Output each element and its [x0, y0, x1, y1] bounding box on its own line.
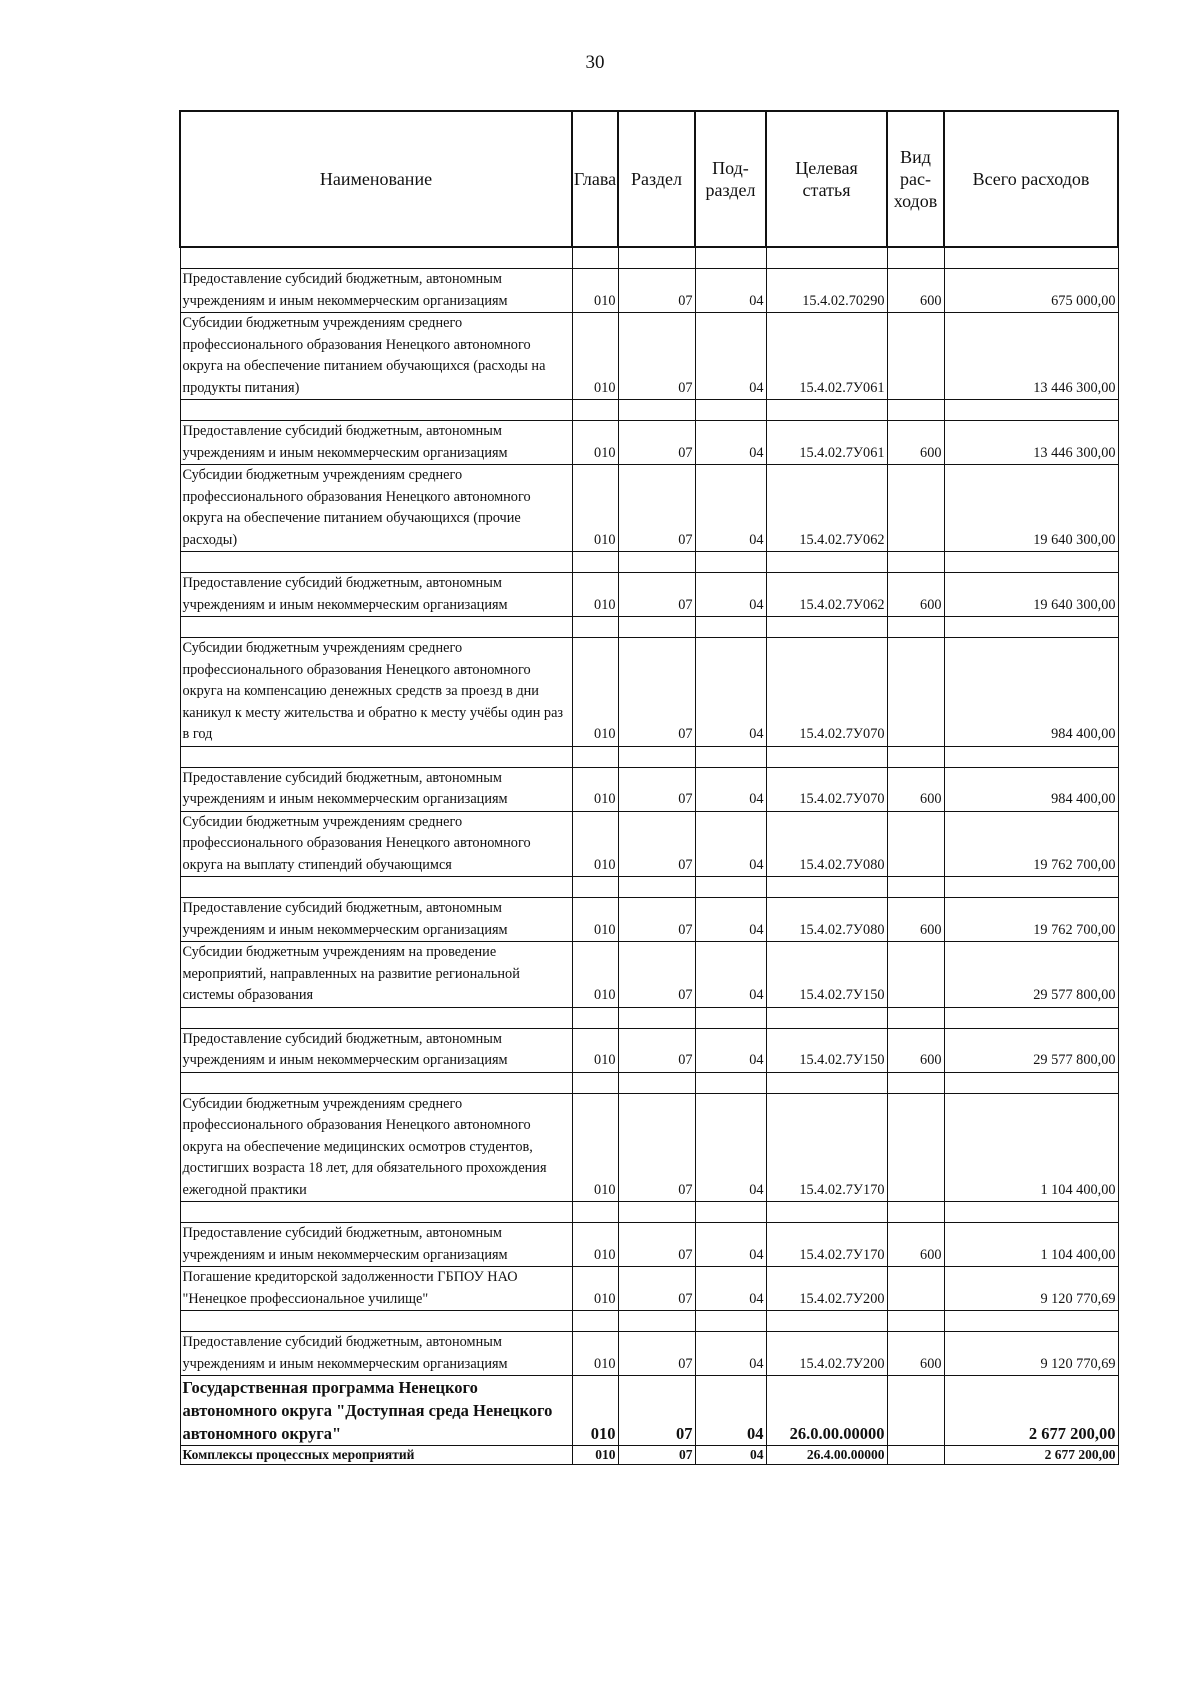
- spacer-cell: [887, 1072, 944, 1093]
- row-section: 07: [618, 421, 695, 465]
- spacer-row: [180, 1202, 1118, 1223]
- row-kind: 600: [887, 1028, 944, 1072]
- spacer-cell: [180, 746, 572, 767]
- row-kind: [887, 313, 944, 400]
- spacer-cell: [695, 552, 766, 573]
- row-target: 15.4.02.7У170: [766, 1223, 887, 1267]
- row-name: Предоставление субсидий бюджетным, автономным учреждениям и иным некоммерческим организациям: [180, 1223, 572, 1267]
- row-target: 15.4.02.7У170: [766, 1093, 887, 1202]
- row-kind: 600: [887, 898, 944, 942]
- spacer-row: [180, 746, 1118, 767]
- spacer-cell: [887, 746, 944, 767]
- row-target: 15.4.02.7У150: [766, 942, 887, 1008]
- table-row: [180, 942, 1118, 1008]
- row-subsection: 04: [695, 1093, 766, 1202]
- row-target: 15.4.02.7У062: [766, 573, 887, 617]
- row-subsection: 04: [695, 811, 766, 877]
- spacer-cell: [766, 1202, 887, 1223]
- spacer-cell: [887, 1311, 944, 1332]
- row-section: 07: [618, 767, 695, 811]
- row-chapter: 010: [572, 638, 618, 747]
- row-subsection: 04: [695, 898, 766, 942]
- spacer-cell: [618, 1072, 695, 1093]
- row-target: 15.4.02.7У070: [766, 638, 887, 747]
- row-target: 15.4.02.70290: [766, 269, 887, 313]
- row-name: Комплексы процессных мероприятий: [180, 1446, 572, 1465]
- row-kind: [887, 1376, 944, 1446]
- spacer-cell: [180, 552, 572, 573]
- spacer-cell: [180, 247, 572, 269]
- spacer-cell: [180, 617, 572, 638]
- row-subsection: 04: [695, 767, 766, 811]
- spacer-cell: [618, 1007, 695, 1028]
- row-name: Предоставление субсидий бюджетным, автономным учреждениям и иным некоммерческим организациям: [180, 1332, 572, 1376]
- row-name: Субсидии бюджетным учреждениям среднего профессионального образования Ненецкого автономного округа на компенсацию денежных средств за проезд в дни каникул к месту жительства и обратно к месту учёбы один раз в год: [180, 638, 572, 747]
- row-chapter: 010: [572, 269, 618, 313]
- row-target: 15.4.02.7У070: [766, 767, 887, 811]
- table-row: [180, 1332, 1118, 1376]
- row-total: 9 120 770,69: [944, 1332, 1118, 1376]
- row-subsection: 04: [695, 1376, 766, 1446]
- row-section: 07: [618, 313, 695, 400]
- spacer-cell: [180, 1311, 572, 1332]
- row-target: 26.4.00.00000: [766, 1446, 887, 1465]
- spacer-cell: [887, 617, 944, 638]
- row-chapter: 010: [572, 1267, 618, 1311]
- row-target: 15.4.02.7У061: [766, 313, 887, 400]
- row-subsection: 04: [695, 269, 766, 313]
- spacer-cell: [944, 1072, 1118, 1093]
- table-row: [180, 1446, 1118, 1465]
- row-section: 07: [618, 1332, 695, 1376]
- row-section: 07: [618, 1223, 695, 1267]
- row-total: 29 577 800,00: [944, 942, 1118, 1008]
- spacer-cell: [695, 617, 766, 638]
- spacer-cell: [944, 746, 1118, 767]
- spacer-cell: [766, 400, 887, 421]
- spacer-cell: [887, 1202, 944, 1223]
- row-subsection: 04: [695, 1028, 766, 1072]
- row-section: 07: [618, 898, 695, 942]
- row-section: 07: [618, 811, 695, 877]
- spacer-cell: [766, 552, 887, 573]
- row-section: 07: [618, 573, 695, 617]
- row-chapter: 010: [572, 1223, 618, 1267]
- row-name: Субсидии бюджетным учреждениям среднего профессионального образования Ненецкого автономного округа на обеспечение медицинских осмотров студентов, достигших возраста 18 лет, для обязательного прохождения ежегодной практики: [180, 1093, 572, 1202]
- header-kind: Вид рас- ходов: [887, 111, 944, 247]
- row-kind: 600: [887, 269, 944, 313]
- spacer-cell: [766, 877, 887, 898]
- header-target: Целевая статья: [766, 111, 887, 247]
- spacer-cell: [887, 400, 944, 421]
- row-subsection: 04: [695, 1223, 766, 1267]
- spacer-cell: [180, 400, 572, 421]
- spacer-cell: [618, 1311, 695, 1332]
- spacer-cell: [695, 400, 766, 421]
- spacer-cell: [572, 877, 618, 898]
- row-kind: 600: [887, 1332, 944, 1376]
- spacer-row: [180, 617, 1118, 638]
- table-row: [180, 638, 1118, 747]
- row-section: 07: [618, 638, 695, 747]
- spacer-cell: [695, 746, 766, 767]
- row-total: 2 677 200,00: [944, 1446, 1118, 1465]
- spacer-row: [180, 400, 1118, 421]
- spacer-cell: [572, 1072, 618, 1093]
- row-chapter: 010: [572, 313, 618, 400]
- row-target: 15.4.02.7У080: [766, 898, 887, 942]
- row-subsection: 04: [695, 465, 766, 552]
- table-row: [180, 811, 1118, 877]
- row-total: 13 446 300,00: [944, 421, 1118, 465]
- spacer-cell: [944, 1202, 1118, 1223]
- row-subsection: 04: [695, 1267, 766, 1311]
- row-subsection: 04: [695, 1446, 766, 1465]
- row-total: 29 577 800,00: [944, 1028, 1118, 1072]
- row-chapter: 010: [572, 942, 618, 1008]
- spacer-cell: [618, 1202, 695, 1223]
- table-row: [180, 1093, 1118, 1202]
- row-target: 15.4.02.7У150: [766, 1028, 887, 1072]
- header-total: Всего расходов: [944, 111, 1118, 247]
- row-chapter: 010: [572, 1028, 618, 1072]
- row-name: Субсидии бюджетным учреждениям среднего профессионального образования Ненецкого автономного округа на выплату стипендий обучающимся: [180, 811, 572, 877]
- spacer-cell: [766, 1311, 887, 1332]
- spacer-cell: [180, 877, 572, 898]
- spacer-cell: [572, 617, 618, 638]
- row-total: 19 640 300,00: [944, 573, 1118, 617]
- row-total: 1 104 400,00: [944, 1223, 1118, 1267]
- spacer-cell: [572, 247, 618, 269]
- row-chapter: 010: [572, 811, 618, 877]
- row-kind: 600: [887, 767, 944, 811]
- row-section: 07: [618, 1093, 695, 1202]
- table-row: [180, 465, 1118, 552]
- row-kind: 600: [887, 573, 944, 617]
- row-kind: [887, 811, 944, 877]
- row-chapter: 010: [572, 767, 618, 811]
- spacer-cell: [572, 1007, 618, 1028]
- header-chapter: Глава: [572, 111, 618, 247]
- spacer-cell: [572, 1202, 618, 1223]
- row-subsection: 04: [695, 573, 766, 617]
- row-name: Предоставление субсидий бюджетным, автономным учреждениям и иным некоммерческим организациям: [180, 269, 572, 313]
- spacer-cell: [766, 617, 887, 638]
- spacer-cell: [695, 877, 766, 898]
- table-row: [180, 421, 1118, 465]
- spacer-cell: [944, 400, 1118, 421]
- row-target: 15.4.02.7У062: [766, 465, 887, 552]
- spacer-cell: [695, 1202, 766, 1223]
- row-chapter: 010: [572, 1332, 618, 1376]
- row-name: Предоставление субсидий бюджетным, автономным учреждениям и иным некоммерческим организациям: [180, 421, 572, 465]
- row-kind: [887, 1267, 944, 1311]
- row-name: Субсидии бюджетным учреждениям среднего профессионального образования Ненецкого автономного округа на обеспечение питанием обучающихся (расходы на продукты питания): [180, 313, 572, 400]
- row-chapter: 010: [572, 1093, 618, 1202]
- spacer-cell: [766, 1007, 887, 1028]
- spacer-row: [180, 1311, 1118, 1332]
- row-section: 07: [618, 1028, 695, 1072]
- spacer-cell: [944, 1007, 1118, 1028]
- header-name: Наименование: [180, 111, 572, 247]
- row-total: 984 400,00: [944, 638, 1118, 747]
- spacer-cell: [944, 1311, 1118, 1332]
- spacer-cell: [572, 746, 618, 767]
- header-subsection: Под- раздел: [695, 111, 766, 247]
- row-total: 19 762 700,00: [944, 898, 1118, 942]
- row-target: 15.4.02.7У061: [766, 421, 887, 465]
- row-target: 15.4.02.7У200: [766, 1332, 887, 1376]
- row-chapter: 010: [572, 465, 618, 552]
- table-header-row: [180, 111, 1118, 247]
- spacer-cell: [618, 617, 695, 638]
- table-row: [180, 573, 1118, 617]
- row-total: 19 762 700,00: [944, 811, 1118, 877]
- spacer-cell: [695, 1311, 766, 1332]
- row-kind: [887, 638, 944, 747]
- row-total: 675 000,00: [944, 269, 1118, 313]
- spacer-row: [180, 877, 1118, 898]
- header-section: Раздел: [618, 111, 695, 247]
- row-chapter: 010: [572, 421, 618, 465]
- row-name: Предоставление субсидий бюджетным, автономным учреждениям и иным некоммерческим организациям: [180, 767, 572, 811]
- spacer-cell: [618, 400, 695, 421]
- row-section: 07: [618, 1267, 695, 1311]
- table-row: [180, 767, 1118, 811]
- row-name: Погашение кредиторской задолженности ГБПОУ НАО "Ненецкое профессиональное училище": [180, 1267, 572, 1311]
- row-kind: 600: [887, 421, 944, 465]
- row-name: Государственная программа Ненецкого автономного округа "Доступная среда Ненецкого автономного округа": [180, 1376, 572, 1446]
- row-name: Предоставление субсидий бюджетным, автономным учреждениям и иным некоммерческим организациям: [180, 573, 572, 617]
- spacer-cell: [766, 1072, 887, 1093]
- row-section: 07: [618, 942, 695, 1008]
- budget-table: [179, 110, 1119, 1465]
- row-kind: [887, 1446, 944, 1465]
- spacer-cell: [695, 1007, 766, 1028]
- row-subsection: 04: [695, 1332, 766, 1376]
- row-name: Предоставление субсидий бюджетным, автономным учреждениям и иным некоммерческим организациям: [180, 1028, 572, 1072]
- row-section: 07: [618, 1446, 695, 1465]
- row-name: Предоставление субсидий бюджетным, автономным учреждениям и иным некоммерческим организациям: [180, 898, 572, 942]
- row-section: 07: [618, 269, 695, 313]
- spacer-cell: [572, 552, 618, 573]
- spacer-cell: [695, 247, 766, 269]
- row-chapter: 010: [572, 1376, 618, 1446]
- row-total: 2 677 200,00: [944, 1376, 1118, 1446]
- row-chapter: 010: [572, 573, 618, 617]
- spacer-cell: [887, 552, 944, 573]
- spacer-row: [180, 1007, 1118, 1028]
- spacer-row: [180, 247, 1118, 269]
- spacer-cell: [766, 247, 887, 269]
- spacer-cell: [618, 746, 695, 767]
- spacer-cell: [887, 877, 944, 898]
- row-name: Субсидии бюджетным учреждениям на проведение мероприятий, направленных на развитие региональной системы образования: [180, 942, 572, 1008]
- spacer-cell: [695, 1072, 766, 1093]
- spacer-cell: [887, 247, 944, 269]
- row-section: 07: [618, 1376, 695, 1446]
- row-name: Субсидии бюджетным учреждениям среднего профессионального образования Ненецкого автономного округа на обеспечение питанием обучающихся (прочие расходы): [180, 465, 572, 552]
- spacer-cell: [180, 1007, 572, 1028]
- table-row: [180, 313, 1118, 400]
- row-total: 984 400,00: [944, 767, 1118, 811]
- row-total: 1 104 400,00: [944, 1093, 1118, 1202]
- spacer-row: [180, 552, 1118, 573]
- row-kind: [887, 465, 944, 552]
- row-target: 15.4.02.7У080: [766, 811, 887, 877]
- spacer-cell: [944, 617, 1118, 638]
- row-subsection: 04: [695, 638, 766, 747]
- row-chapter: 010: [572, 898, 618, 942]
- spacer-row: [180, 1072, 1118, 1093]
- row-subsection: 04: [695, 421, 766, 465]
- page-number: 30: [585, 52, 605, 73]
- row-chapter: 010: [572, 1446, 618, 1465]
- spacer-cell: [618, 552, 695, 573]
- table-row: [180, 269, 1118, 313]
- spacer-cell: [766, 746, 887, 767]
- table-row: [180, 898, 1118, 942]
- row-subsection: 04: [695, 313, 766, 400]
- row-kind: 600: [887, 1223, 944, 1267]
- spacer-cell: [572, 1311, 618, 1332]
- spacer-cell: [618, 247, 695, 269]
- spacer-cell: [180, 1072, 572, 1093]
- spacer-cell: [887, 1007, 944, 1028]
- row-subsection: 04: [695, 942, 766, 1008]
- spacer-cell: [944, 877, 1118, 898]
- table-row: [180, 1223, 1118, 1267]
- table-row: [180, 1376, 1118, 1446]
- spacer-cell: [618, 877, 695, 898]
- spacer-cell: [180, 1202, 572, 1223]
- spacer-cell: [944, 247, 1118, 269]
- spacer-cell: [572, 400, 618, 421]
- row-total: 13 446 300,00: [944, 313, 1118, 400]
- spacer-cell: [944, 552, 1118, 573]
- row-target: 26.0.00.00000: [766, 1376, 887, 1446]
- table-row: [180, 1267, 1118, 1311]
- row-target: 15.4.02.7У200: [766, 1267, 887, 1311]
- row-kind: [887, 942, 944, 1008]
- row-kind: [887, 1093, 944, 1202]
- row-total: 9 120 770,69: [944, 1267, 1118, 1311]
- row-section: 07: [618, 465, 695, 552]
- row-total: 19 640 300,00: [944, 465, 1118, 552]
- table-row: [180, 1028, 1118, 1072]
